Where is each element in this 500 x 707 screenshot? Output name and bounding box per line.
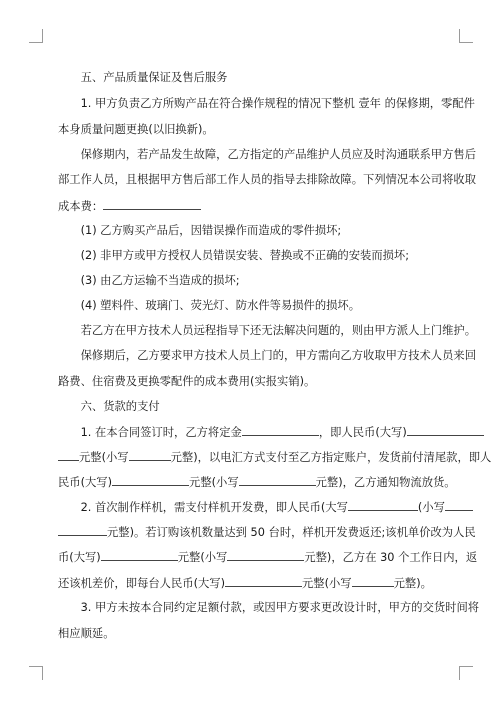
text-line [58, 575, 446, 591]
fill-in-blank [445, 499, 473, 511]
text-line [58, 70, 446, 85]
text-line [58, 223, 446, 238]
text-line [58, 499, 446, 515]
text-segment: (2) 非甲方或甲方授权人员错误安装、替换或不正确的安装而损坏; [58, 249, 410, 262]
fill-in-blank [352, 575, 394, 587]
text-line [58, 323, 476, 338]
fill-in-blank [242, 424, 319, 436]
crop-mark-top-right [459, 29, 473, 43]
text-segment: 2. 首次制作样机，需支付样机开发费，即人民币(大写 [58, 501, 348, 514]
text-line [58, 549, 478, 565]
text-segment: 本身质量问题更换(以旧换新)。 [58, 123, 214, 136]
text-segment: 元整)，乙方通知物流放货。 [315, 476, 456, 489]
text-segment: 元整(小写 [301, 577, 352, 590]
text-line [58, 348, 476, 363]
fill-in-blank [227, 549, 304, 561]
text-segment: 币(大写) [58, 551, 101, 564]
text-segment: (1) 乙方购买产品后，因错误操作而造成的零件损坏; [58, 224, 342, 237]
text-segment: 元整(小写 [177, 551, 228, 564]
fill-in-blank [129, 449, 171, 461]
text-line [58, 122, 446, 137]
text-line [58, 449, 492, 465]
text-segment: 还该机差价，即每台人民币(大写) [58, 577, 225, 590]
text-line [58, 298, 446, 313]
fill-in-blank [239, 474, 316, 486]
text-segment: 1. 甲方负责乙方所购产品在符合操作规程的情况下整机 壹年 的保修期，零配件 [58, 97, 475, 110]
text-line [58, 172, 476, 187]
text-line [58, 374, 446, 389]
text-segment: 保修期后，乙方要求甲方技术人员上门的，甲方需向乙方收取甲方技术人员来回 [58, 349, 476, 362]
text-segment: 若乙方在甲方技术人员远程指导下还无法解决问题的，则由甲方派人上门维护。 [58, 324, 476, 337]
text-line [58, 424, 446, 440]
text-line [58, 524, 476, 540]
text-line [58, 147, 476, 162]
text-segment: 元整)。 [393, 577, 432, 590]
crop-mark-bottom-left [29, 666, 43, 680]
text-segment: 部工作人员，且根据甲方售后部工作人员的指导去排除故障。下列情况本公司将收取 [58, 173, 476, 186]
text-segment: 元整)，以电汇方式支付至乙方指定账户，发货前付清尾款，即人 [170, 451, 492, 464]
text-segment: 元整)，乙方在 30 个工作日内，返 [304, 551, 478, 564]
text-line [58, 474, 456, 490]
fill-in-blank [58, 524, 107, 536]
fill-in-blank [225, 575, 302, 587]
fill-in-blank [112, 474, 189, 486]
text-segment: 元整(小写 [79, 451, 129, 464]
fill-in-blank [348, 499, 418, 511]
text-segment: ，即人民币(大写) [318, 426, 407, 439]
text-line [58, 273, 446, 288]
text-segment: 元整(小写 [189, 476, 239, 489]
text-segment: 保修期内，若产品发生故障，乙方指定的产品维护人员应及时沟通联系甲方售后 [58, 148, 476, 161]
fill-in-blank [103, 198, 201, 210]
text-segment: (小写 [417, 501, 445, 514]
text-segment: 民币(大写) [58, 476, 113, 489]
text-segment: 路费、住宿费及更换零配件的成本费用(实报实销)。 [58, 375, 316, 388]
text-line [58, 399, 446, 414]
text-line [58, 248, 446, 263]
text-segment: 相应顺延。 [58, 627, 115, 640]
fill-in-blank [58, 449, 79, 461]
text-segment: (4) 塑料件、玻璃门、荧光灯、防水件等易损件的损坏。 [58, 299, 361, 312]
crop-mark-bottom-right [459, 666, 473, 680]
text-line [58, 198, 446, 214]
text-line [58, 600, 480, 615]
text-segment: 元整)。若订购该机数量达到 50 台时，样机开发费返还;该机单价改为人民 [107, 526, 476, 539]
fill-in-blank [101, 549, 178, 561]
fill-in-blank [407, 424, 484, 436]
text-segment: 五、产品质量保证及售后服务 [58, 71, 228, 84]
text-segment: 1. 在本合同签订时，乙方将定金 [58, 426, 242, 439]
text-segment: 六、货款的支付 [58, 400, 160, 413]
crop-mark-top-left [29, 29, 43, 43]
text-line [58, 96, 475, 111]
text-segment: (3) 由乙方运输不当造成的损坏; [58, 274, 240, 287]
text-segment: 成本费： [58, 200, 104, 213]
text-line [58, 626, 446, 641]
text-segment: 3. 甲方未按本合同约定足额付款，或因甲方要求更改设计时，甲方的交货时间将 [58, 601, 480, 614]
